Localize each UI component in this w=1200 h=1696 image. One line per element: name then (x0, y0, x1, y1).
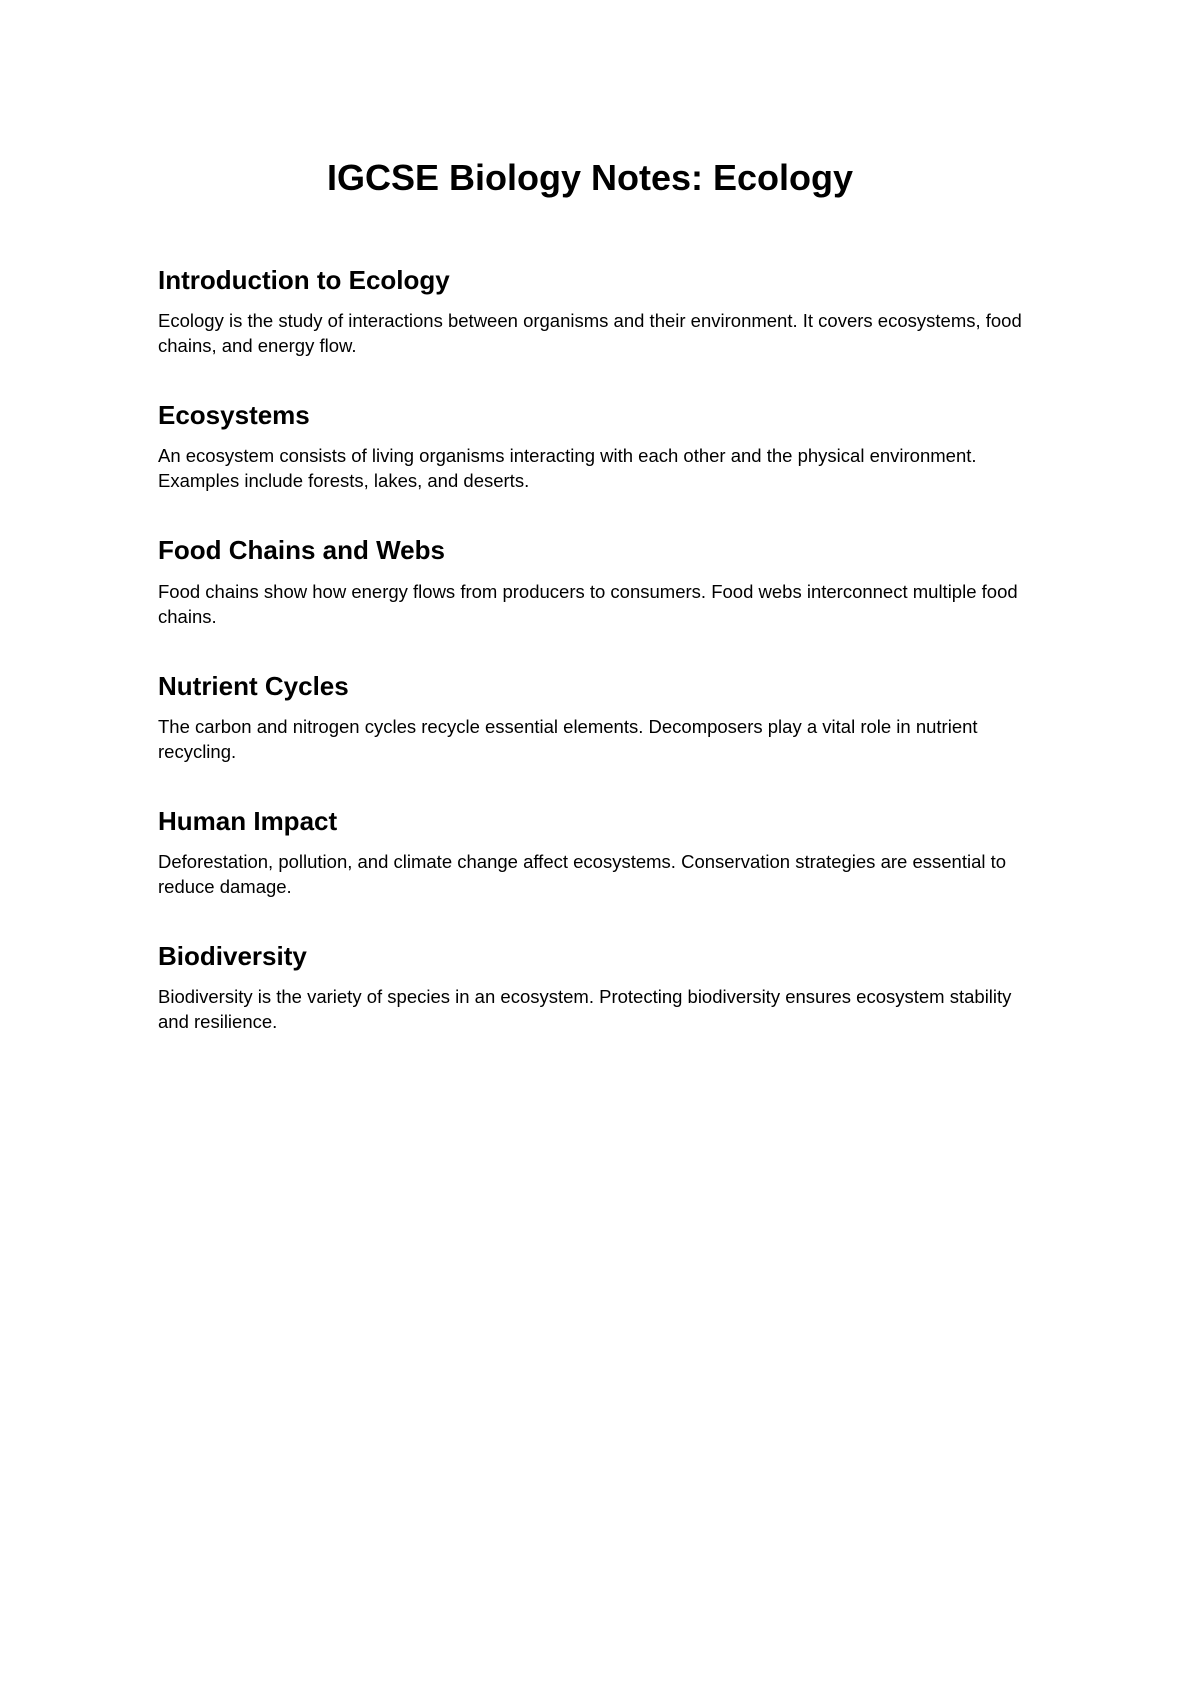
section-body: Ecology is the study of interactions between organisms and their environment. It covers ecosystems, food chains, and energy flow. (158, 310, 1022, 357)
section-body: Biodiversity is the variety of species in an ecosystem. Protecting biodiversity ensures ecosystem stability and resilience. (158, 986, 1012, 1033)
page-title: IGCSE Biology Notes: Ecology (326, 157, 854, 198)
section-heading: Introduction to Ecology (158, 265, 450, 295)
section-food-chains-and-webs (158, 535, 1038, 628)
section-body: An ecosystem consists of living organisms interacting with each other and the physical environment. Examples include forests, lakes, and deserts. (158, 445, 977, 492)
section-body: Food chains show how energy flows from producers to consumers. Food webs interconnect multiple food chains. (158, 580, 1018, 627)
section-body: The carbon and nitrogen cycles recycle essential elements. Decomposers play a vital role in nutrient recycling. (158, 715, 978, 762)
section-ecosystems (158, 400, 1038, 493)
section-heading: Biodiversity (158, 940, 307, 971)
section-heading: Ecosystems (158, 400, 310, 431)
document-content (158, 265, 1038, 1076)
section-biodiversity (158, 941, 1038, 1034)
section-heading: Human Impact (158, 805, 338, 836)
section-heading: Nutrient Cycles (158, 670, 349, 701)
section-heading: Food Chains and Webs (158, 535, 445, 566)
section-body: Deforestation, pollution, and climate change affect ecosystems. Conservation strategies are essential to reduce damage. (158, 850, 1007, 897)
section-introduction-to-ecology (158, 265, 1038, 358)
section-human-impact (158, 806, 1038, 899)
section-nutrient-cycles (158, 671, 1038, 764)
